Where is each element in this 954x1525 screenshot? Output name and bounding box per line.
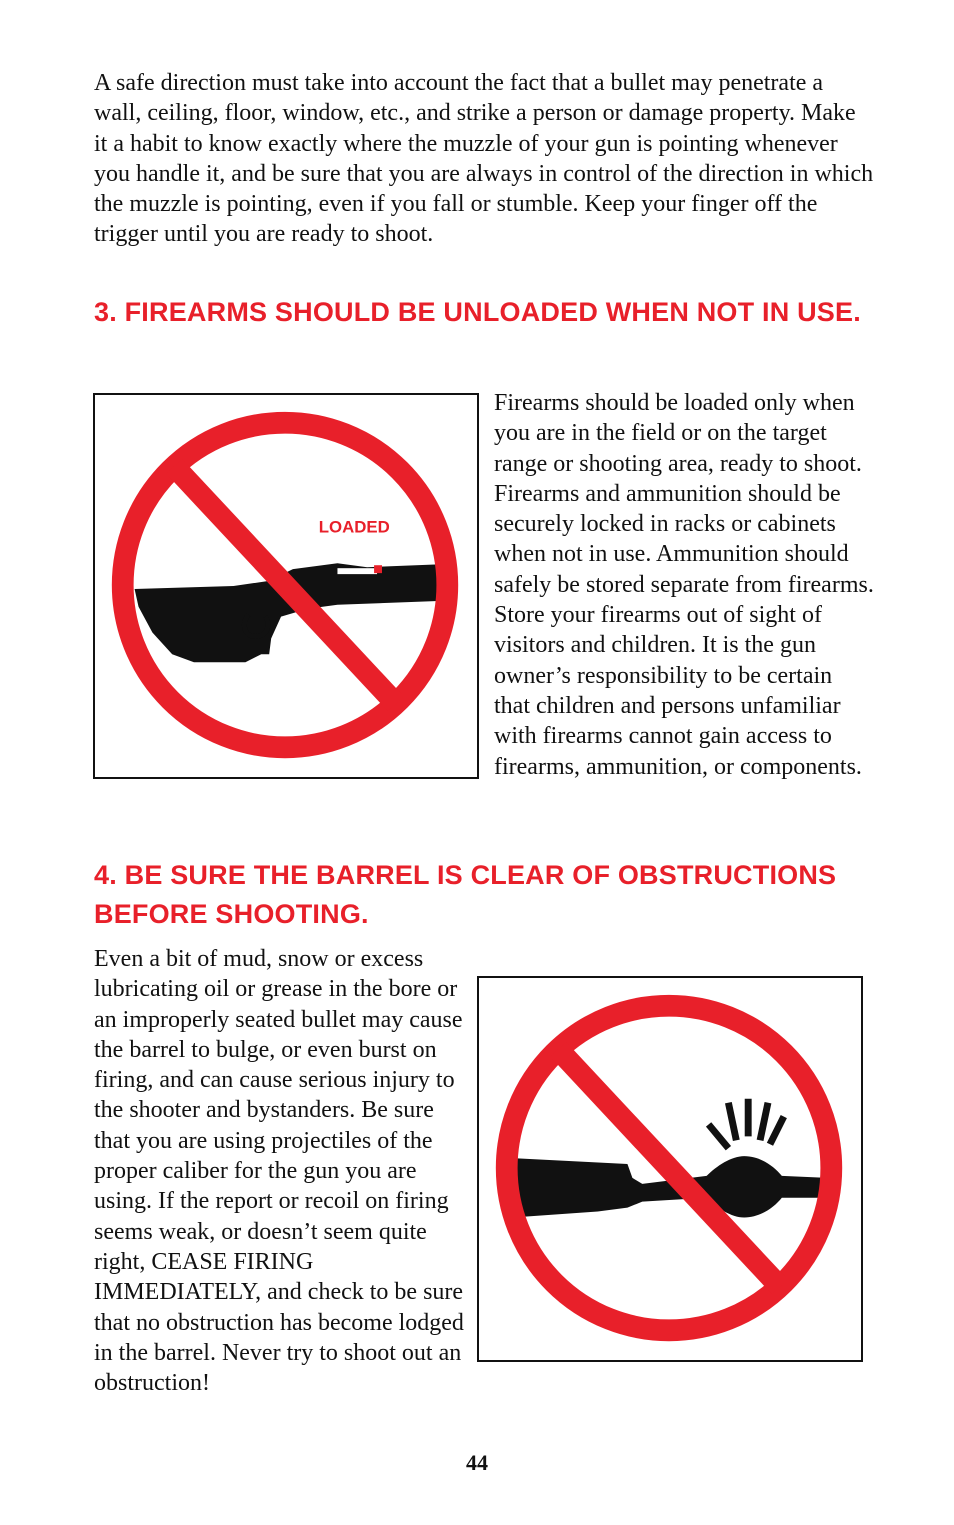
obstruction-figure (477, 976, 863, 1362)
intro-paragraph: A safe direction must take into account the fact that a bullet may penetrate a wall, ceiling, floor, window, etc., and strike a person or damage property. Make it a habit to know exactly where the muzzle of your gun is pointing whenever you handle it, and be sure that you are always in control of the direction in which the muzzle is pointing, even if you fall or stumble. Keep your finger off the trigger until you are ready to shoot. (94, 70, 874, 248)
page-number: 44 (466, 1450, 488, 1475)
section-4-heading: 4. BE SURE THE BARREL IS CLEAR OF OBSTRUCTIONS BEFORE SHOOTING. (94, 860, 837, 929)
prohibition-sign-icon (95, 395, 477, 777)
loaded-label: LOADED (318, 517, 390, 537)
section-3-body: Firearms should be loaded only when you are in the field or on the target range or shooting area, ready to shoot. Firearms and ammunition should be securely locked in racks or cabinets when not in use. Ammunition should safely be stored separate from firearms. Store your firearms out of sight of visitors and children. It is the gun owner’s responsibility to be certain that children and persons unfamiliar with firearms cannot gain access to firearms, ammunition, or components. (494, 390, 874, 780)
unloaded-figure (93, 393, 479, 779)
section-3-heading: 3. FIREARMS SHOULD BE UNLOADED WHEN NOT IN USE. (94, 297, 861, 327)
section-4-body: Even a bit of mud, snow or excess lubricating oil or grease in the bore or an improperly seated bullet may cause the barrel to bulge, or even burst on firing, and can cause serious injury to the shooter and bystanders. Be sure that you are using projectiles of the proper caliber for the gun you are using. If the report or recoil on firing seems weak, or doesn’t seem quite right, CEASE FIRING IMMEDIATELY, and check to be sure that no obstruction has become lodged in the barrel. Never try to shoot out an obstruction! (94, 946, 464, 1397)
prohibition-sign-icon (479, 978, 861, 1360)
